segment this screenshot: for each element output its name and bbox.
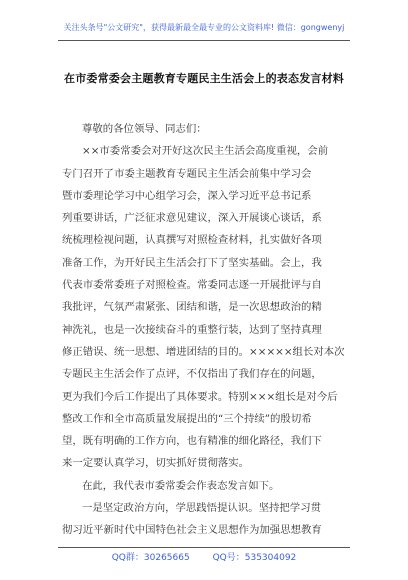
document-body xyxy=(62,118,348,542)
paragraph-line: 神洗礼，也是一次接续奋斗的重整行装，达到了坚持真理 xyxy=(62,323,322,336)
salutation: 尊敬的各位领导、同志们： xyxy=(82,123,207,135)
paragraph-line: 更为我们今后工作提出了具体要求。特别×××组长是对今后 xyxy=(62,390,338,403)
paragraph-line: 准备工作，为开好民主生活会打下了坚实基础。会上，我 xyxy=(62,256,322,269)
paragraph-line: 列重要讲话，广泛征求意见建议，深入开展谈心谈话，系 xyxy=(62,212,322,225)
paragraph-line: 专门召开了市委主题教育专题民主生活会前集中学习会 xyxy=(62,167,312,180)
paragraph-line: 彻习近平新时代中国特色社会主义思想作为加强思想教育 xyxy=(62,524,322,537)
contact-footer xyxy=(0,550,408,563)
paragraph-line: 望，既有明确的工作方向，也有精准的细化路径，我们下 xyxy=(62,435,322,448)
paragraph-line: 专题民主生活会作了点评，不仅指出了我们存在的问题， xyxy=(62,368,322,381)
paragraph-line: 修正错误、统一思想、增进团结的目的。×××××组长对本次 xyxy=(62,345,345,358)
footer-divider xyxy=(58,547,350,548)
paragraph-line: 代表市委常委班子对照检查。常委同志逐一开展批评与自 xyxy=(62,279,322,292)
paragraph-line: 在此，我代表市委常委会作表态发言如下。 xyxy=(82,479,280,492)
paragraph-line: 我批评，气氛严肃紧张、团结和谐，是一次思想政治的精 xyxy=(62,301,322,314)
paragraph-line: 统梳理检视问题，认真撰写对照检查材料，扎实做好各项 xyxy=(62,234,322,247)
paragraph-line: 暨市委理论学习中心组学习会，深入学习近平总书记系 xyxy=(62,189,312,202)
header-divider xyxy=(58,40,350,41)
qq-group: QQ群：30265665 xyxy=(111,553,190,563)
qq-number: QQ号：535304092 xyxy=(212,553,297,563)
paragraph-line: ××市委常委会对开好这次民主生活会高度重视，会前 xyxy=(82,145,329,158)
paragraph-line: 一是坚定政治方向，学思践悟提认识。坚持把学习贯 xyxy=(82,502,321,515)
paragraph-line: 来一定要认真学习，切实抓好贯彻落实。 xyxy=(62,457,250,470)
promo-header: 关注头条号"公文研究"，获得最新最全最专业的公文资料库! 微信：gongwenyj xyxy=(63,23,345,32)
paragraph-line: 整改工作和全市高质量发展提出的“三个持续”的殷切希 xyxy=(62,412,312,425)
document-title: 在市委常委会主题教育专题民主生活会上的表态发言材料 xyxy=(64,72,344,85)
